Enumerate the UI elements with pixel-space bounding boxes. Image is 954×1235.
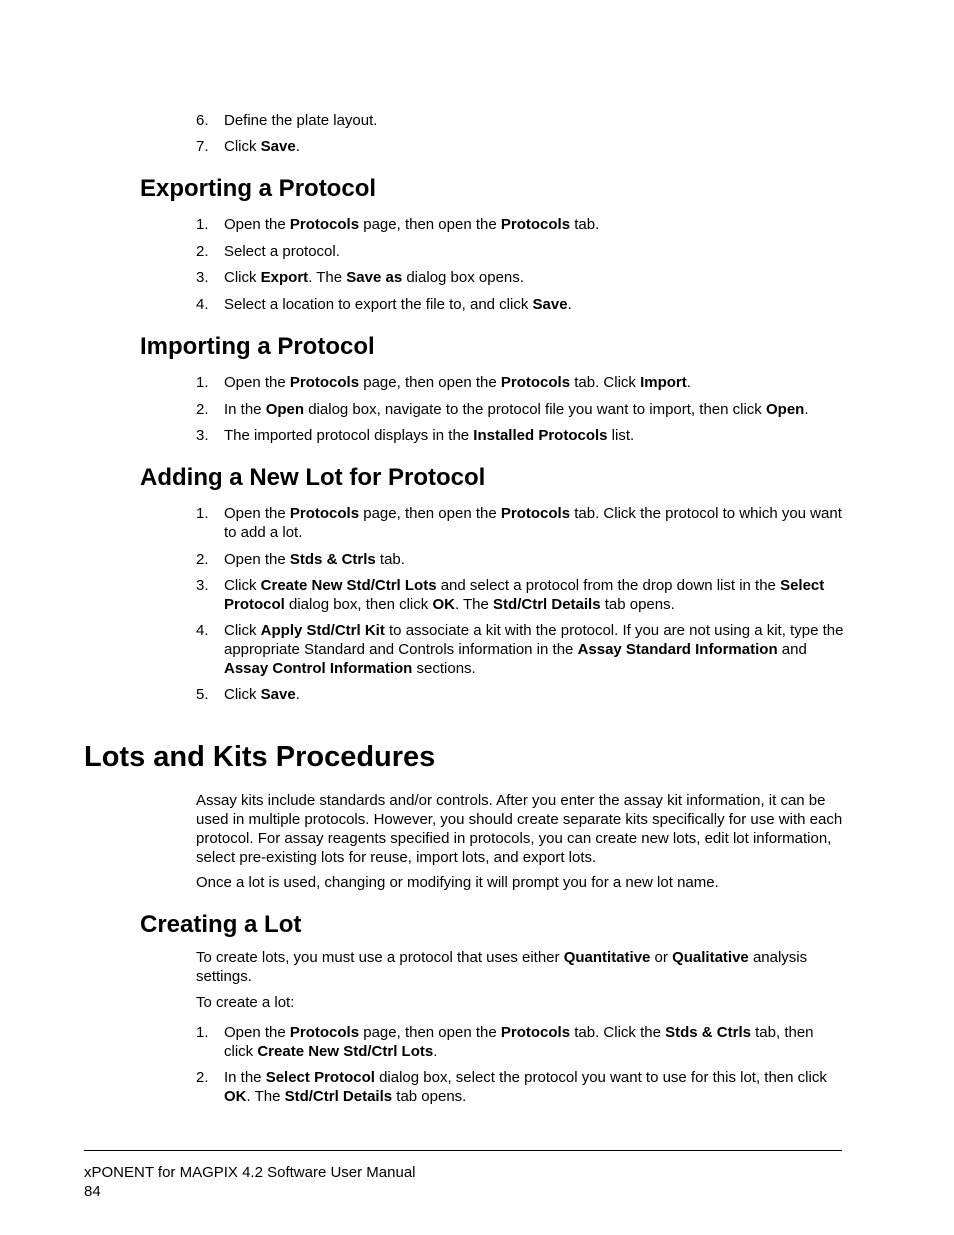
- bold-term: Save: [260, 686, 296, 703]
- list-text: [224, 1068, 844, 1106]
- text-run: . The: [308, 269, 347, 286]
- list-number: 4.: [196, 296, 209, 313]
- list-number: 2.: [196, 551, 209, 568]
- list-text: [224, 111, 844, 130]
- text-run: In the: [224, 401, 266, 418]
- bold-term: Protocols: [289, 1024, 360, 1041]
- bold-term: OK: [224, 1088, 247, 1105]
- body-paragraph: [196, 873, 844, 892]
- list-number: 1.: [196, 1024, 209, 1041]
- bold-term: Std/Ctrl Details: [493, 596, 601, 613]
- text-run: tab. Click the: [570, 1024, 666, 1041]
- text-run: To create lots, you must use a protocol that uses either: [196, 949, 564, 966]
- text-run: dialog box, then click: [284, 596, 433, 613]
- text-run: Select a location to export the file to, and click: [224, 296, 533, 313]
- text-run: list.: [607, 427, 635, 444]
- text-run: In the: [224, 1069, 266, 1086]
- text-run: . The: [246, 1088, 285, 1105]
- text-run: dialog box, select the protocol you want to use for this lot, then click: [374, 1069, 827, 1086]
- text-run: Once a lot is used, changing or modifying it will prompt you for a new lot name.: [196, 874, 719, 891]
- text-run: Open the: [224, 505, 290, 522]
- list-number: 1.: [196, 505, 209, 522]
- list-number: 3.: [196, 427, 209, 444]
- text-run: The imported protocol displays in the: [224, 427, 474, 444]
- text-run: .: [804, 401, 809, 418]
- list-text: [224, 295, 844, 314]
- bold-term: Quantitative: [563, 949, 651, 966]
- text-run: page, then open the: [359, 216, 501, 233]
- list-text: [224, 268, 844, 287]
- bold-term: Protocols: [500, 1024, 571, 1041]
- footer-divider: [84, 1150, 842, 1151]
- bold-term: Import: [640, 374, 687, 391]
- text-run: to associate a kit with the protocol. If you are not using a kit, type the appropriate Standard and Controls information in the: [224, 622, 844, 658]
- text-run: tab opens.: [392, 1088, 467, 1105]
- section-heading-exporting: Exporting a Protocol: [140, 175, 377, 202]
- chapter-heading: Lots and Kits Procedures: [84, 741, 436, 773]
- body-paragraph: [196, 791, 844, 867]
- text-run: page, then open the: [359, 1024, 501, 1041]
- text-run: Select a protocol.: [224, 243, 340, 260]
- text-run: page, then open the: [359, 505, 501, 522]
- text-run: tab.: [375, 551, 405, 568]
- bold-term: Protocols: [289, 505, 360, 522]
- list-number: 3.: [196, 269, 209, 286]
- bold-term: Open: [765, 401, 805, 418]
- text-run: Open the: [224, 216, 290, 233]
- bold-term: Stds & Ctrls: [665, 1024, 751, 1041]
- list-number: 3.: [196, 577, 209, 594]
- list-text: [224, 215, 844, 234]
- text-run: .: [433, 1043, 438, 1060]
- list-text: [224, 373, 844, 392]
- bold-term: Open: [265, 401, 305, 418]
- list-text: [224, 137, 844, 156]
- section-heading-creating-lot: Creating a Lot: [140, 911, 302, 938]
- text-run: Open the: [224, 1024, 290, 1041]
- bold-term: Stds & Ctrls: [289, 551, 376, 568]
- text-run: . The: [454, 596, 494, 613]
- text-run: page, then open the: [359, 374, 501, 391]
- text-run: To create a lot:: [196, 994, 295, 1011]
- bold-term: Create New Std/Ctrl Lots: [257, 1043, 434, 1060]
- list-number: 6.: [196, 112, 209, 129]
- text-run: and: [777, 641, 807, 658]
- list-number: 7.: [196, 138, 209, 155]
- text-run: tab.: [570, 216, 600, 233]
- text-run: tab, then click: [224, 1024, 814, 1060]
- bold-term: Std/Ctrl Details: [284, 1088, 393, 1105]
- text-run: and select a protocol from the drop down list in the: [436, 577, 781, 594]
- footer-page-number: 84: [84, 1183, 101, 1200]
- bold-term: Installed Protocols: [473, 427, 608, 444]
- list-number: 2.: [196, 243, 209, 260]
- section-heading-importing: Importing a Protocol: [140, 333, 375, 360]
- list-number: 4.: [196, 622, 209, 639]
- body-paragraph: [196, 948, 844, 986]
- list-number: 2.: [196, 401, 209, 418]
- bold-term: Create New Std/Ctrl Lots: [260, 577, 437, 594]
- text-run: .: [567, 296, 572, 313]
- text-run: Define the plate layout.: [224, 112, 378, 129]
- text-run: Click: [224, 686, 261, 703]
- text-run: Open the: [224, 551, 290, 568]
- bold-term: Select Protocol: [265, 1069, 375, 1086]
- bold-term: Protocols: [289, 374, 360, 391]
- bold-term: Protocols: [500, 216, 571, 233]
- text-run: tab. Click the protocol to which you want to add a lot.: [224, 505, 842, 541]
- list-text: [224, 400, 844, 419]
- bold-term: OK: [432, 596, 455, 613]
- body-paragraph: [196, 993, 844, 1012]
- text-run: analysis settings.: [196, 949, 808, 985]
- text-run: Click: [224, 269, 261, 286]
- text-run: .: [295, 138, 300, 155]
- text-run: Assay kits include standards and/or controls. After you enter the assay kit information, it can be used in multiple protocols. However, you should create separate kits specifically for use with each protocol. For assay reagents specified in protocols, you can create new lots, edit lot information, select pre-existing lots for reuse, import lots, and export lots.: [196, 792, 843, 866]
- text-run: Click: [224, 622, 261, 639]
- text-run: or: [650, 949, 673, 966]
- text-run: dialog box opens.: [402, 269, 524, 286]
- list-number: 5.: [196, 686, 209, 703]
- text-run: .: [295, 686, 300, 703]
- bold-term: Select Protocol: [224, 577, 825, 613]
- bold-term: Protocols: [289, 216, 360, 233]
- bold-term: Save: [260, 138, 296, 155]
- text-run: sections.: [412, 660, 476, 677]
- list-text: [224, 242, 844, 261]
- text-run: tab. Click: [570, 374, 641, 391]
- bold-term: Save as: [346, 269, 403, 286]
- section-heading-adding-lot: Adding a New Lot for Protocol: [140, 464, 486, 491]
- bold-term: Qualitative: [672, 949, 749, 966]
- list-number: 1.: [196, 216, 209, 233]
- bold-term: Apply Std/Ctrl Kit: [260, 622, 385, 639]
- text-run: Click: [224, 138, 261, 155]
- list-text: [224, 550, 844, 569]
- text-run: tab opens.: [600, 596, 675, 613]
- bold-term: Save: [532, 296, 568, 313]
- list-text: [224, 504, 844, 542]
- bold-term: Assay Control Information: [224, 660, 413, 677]
- footer-manual-title: xPONENT for MAGPIX 4.2 Software User Manual: [84, 1164, 416, 1181]
- list-text: [224, 1023, 844, 1061]
- list-text: [224, 685, 844, 704]
- list-number: 2.: [196, 1069, 209, 1086]
- text-run: dialog box, navigate to the protocol file you want to import, then click: [304, 401, 766, 418]
- bold-term: Protocols: [500, 505, 571, 522]
- list-text: [224, 426, 844, 445]
- list-text: [224, 576, 844, 614]
- bold-term: Export: [260, 269, 309, 286]
- text-run: .: [686, 374, 691, 391]
- list-text: [224, 621, 844, 678]
- text-run: Click: [224, 577, 261, 594]
- bold-term: Assay Standard Information: [577, 641, 778, 658]
- bold-term: Protocols: [500, 374, 571, 391]
- list-number: 1.: [196, 374, 209, 391]
- text-run: Open the: [224, 374, 290, 391]
